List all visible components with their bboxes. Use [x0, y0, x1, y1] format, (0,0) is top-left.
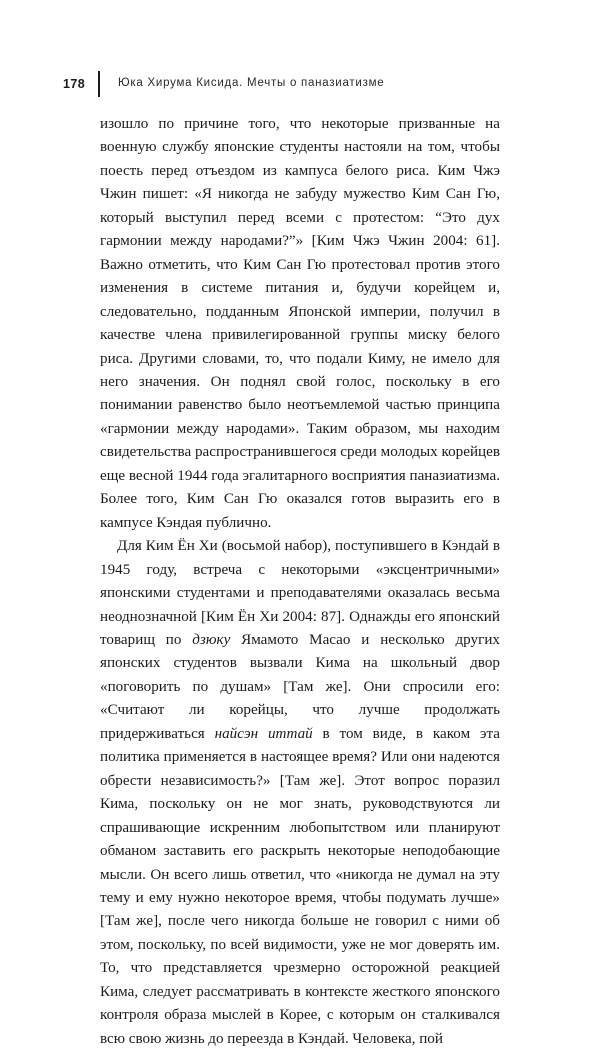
page-number: 178 [63, 76, 86, 91]
running-head [63, 70, 384, 98]
text-run: Ямамото Масао и несколько других японских студентов вызвали Кима на школьный двор «поговорить по душам» [Там же]. Они спросили его: «Считают ли корейцы, что лучше продолжать придерживаться [100, 631, 500, 742]
italic-term: найсэн иттай [214, 725, 313, 742]
italic-term: дзюку [192, 631, 231, 648]
text-run: Для Ким Ён Хи (восьмой набор), поступившего в Кэндай в 1945 году, встреча с некоторыми «эксцентричными» японскими студентами и преподавателями оказалась весьма неоднозначной [Ким Ён Хи 2004: 87]. Однажды его японский товарищ по [100, 538, 500, 648]
running-head-divider [98, 71, 100, 97]
text-block [100, 113, 500, 1051]
text-run: в том виде, в каком эта политика применяется в настоящее время? Или они надеются обрести независимость?» [Там же]. Этот вопрос поразил Кима, поскольку он не мог знать, руководствуются ли спрашивающие искренним любопытством или планируют обманом заставить его раскрыть некоторые неподобающие мысли. Он всего лишь ответил, что «никогда не думал на эту тему и ему нужно некоторое время, чтобы подумать лучше» [Там же], после чего никогда больше не говорил с ними об этом, поскольку, по всей видимости, уже не мог доверять им. То, что представляется чрезмерно осторожной реакцией Кима, следует рассматривать в контексте жесткого японского контроля образа мыслей в Корее, с которым он сталкивался всю свою жизнь до переезда в Кэндай. Человека, пой [100, 725, 501, 1047]
running-head-title: Юка Хирума Кисида. Мечты о паназиатизме [118, 77, 385, 90]
paragraph [100, 113, 500, 535]
text-run: изошло по причине того, что некоторые призванные на военную службу японские студенты настояли на том, чтобы поесть перед отъездом из кампуса белого риса. Ким Чжэ Чжин пишет: «Я никогда не забуду мужество Ким Сан Гю, который выступил перед всеми с протестом: “Это дух гармонии между народами?”» [Ким Чжэ Чжин 2004: 61]. Важно отметить, что Ким Сан Гю протестовал против этого изменения в системе питания и, будучи корейцем и, следовательно, подданным Японской империи, получил в качестве члена привилегированной группы миску белого риса. Другими словами, то, что подали Киму, не имело для него значения. Он поднял свой голос, поскольку в его понимании равенство было неотъемлемой частью принципа «гармонии между народами». Таким образом, мы находим свидетельства распространившегося среди молодых корейцев еще весной 1944 года эгалитарного восприятия паназиатизма. Более того, Ким Сан Гю оказался готов выразить его в кампусе Кэндая публично. [100, 116, 500, 531]
paragraph [100, 535, 500, 1051]
